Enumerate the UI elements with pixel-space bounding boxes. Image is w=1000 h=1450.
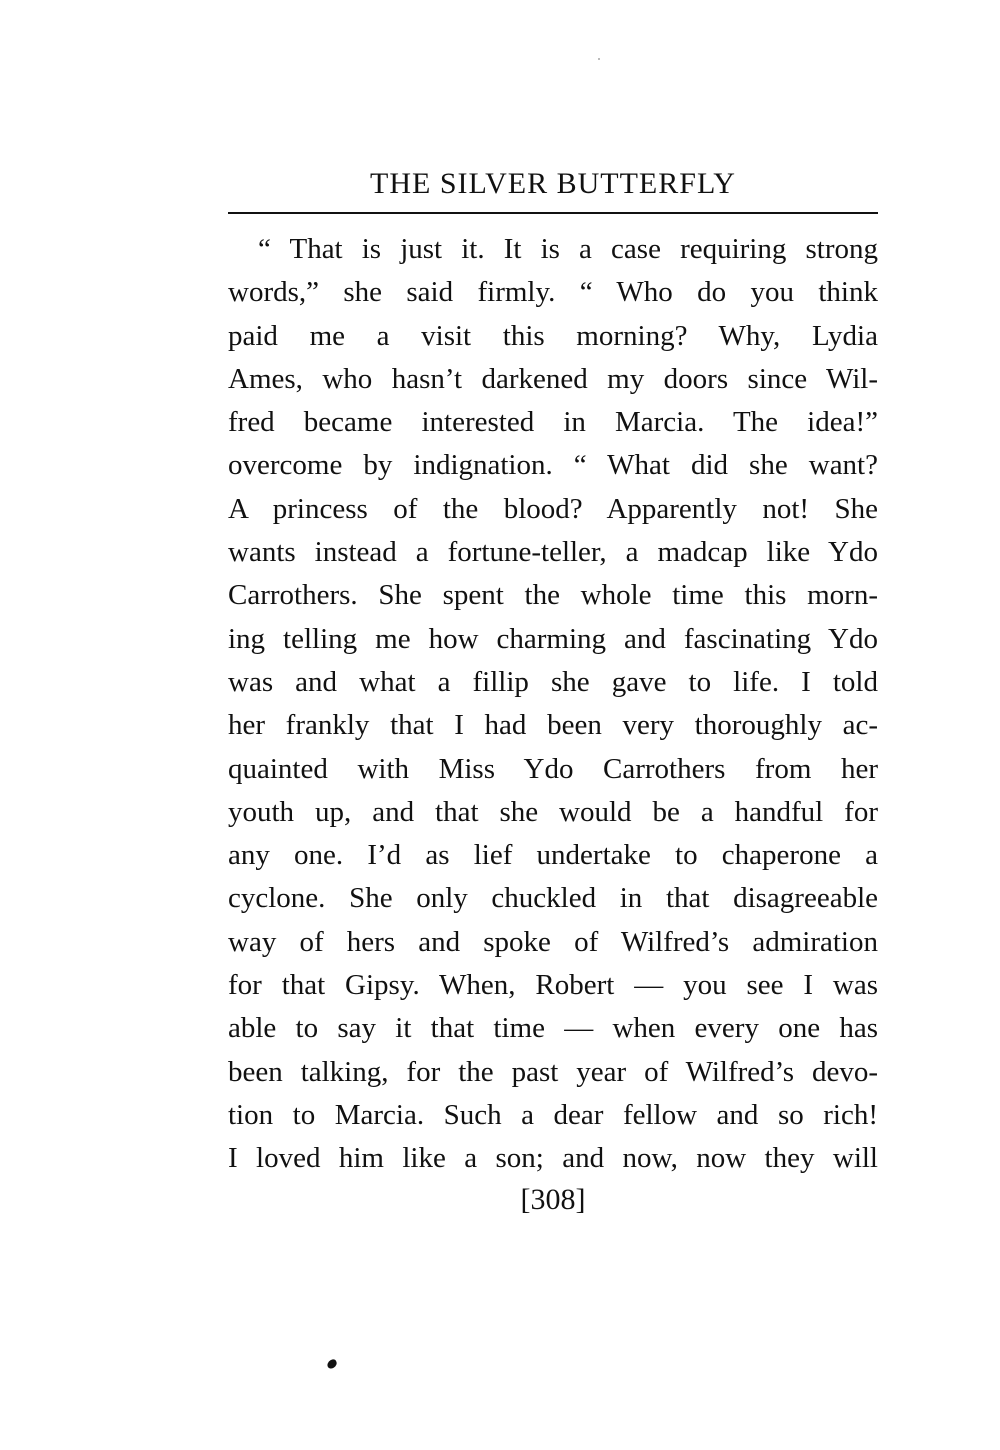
text-line: cyclone. She only chuckled in that disagreeable — [228, 882, 878, 915]
text-line: quainted with Miss Ydo Carrothers from her — [228, 752, 878, 785]
text-line: fred became interested in Marcia. The idea!” — [228, 406, 878, 439]
text-line: overcome by indignation. “ What did she want? — [228, 449, 878, 482]
text-line: able to say it that time — when every one has — [228, 1012, 878, 1045]
text-line: been talking, for the past year of Wilfred’s devo- — [228, 1055, 878, 1088]
text-line: words,” she said firmly. “ Who do you think — [228, 276, 878, 309]
text-line: any one. I’d as lief undertake to chaperone a — [228, 839, 878, 872]
text-line: I loved him like a son; and now, now they will — [228, 1142, 878, 1175]
text-line: way of hers and spoke of Wilfred’s admiration — [228, 925, 878, 958]
text-line: her frankly that I had been very thoroughly ac- — [228, 709, 878, 742]
speck-mark — [598, 58, 600, 60]
text-line: Ames, who hasn’t darkened my doors since Wil- — [228, 362, 878, 395]
header-rule — [228, 212, 878, 214]
text-line: “ That is just it. It is a case requiring strong — [258, 233, 878, 265]
text-line: for that Gipsy. When, Robert — you see I was — [228, 969, 878, 1002]
text-line: tion to Marcia. Such a dear fellow and so rich! — [228, 1098, 878, 1131]
text-line: wants instead a fortune-teller, a madcap like Ydo — [228, 536, 878, 569]
text-line: A princess of the blood? Apparently not! She — [228, 492, 878, 525]
page-number: [308] — [520, 1183, 586, 1216]
text-line: Carrothers. She spent the whole time this morn- — [228, 579, 878, 612]
ink-blot-mark — [326, 1358, 339, 1370]
text-line: was and what a fillip she gave to life. I told — [228, 665, 878, 698]
body-text — [228, 228, 878, 1181]
text-line: ing telling me how charming and fascinating Ydo — [228, 622, 878, 655]
text-line: youth up, and that she would be a handful for — [228, 795, 878, 828]
running-head: THE SILVER BUTTERFLY — [370, 167, 736, 200]
text-line: paid me a visit this morning? Why, Lydia — [228, 319, 878, 352]
